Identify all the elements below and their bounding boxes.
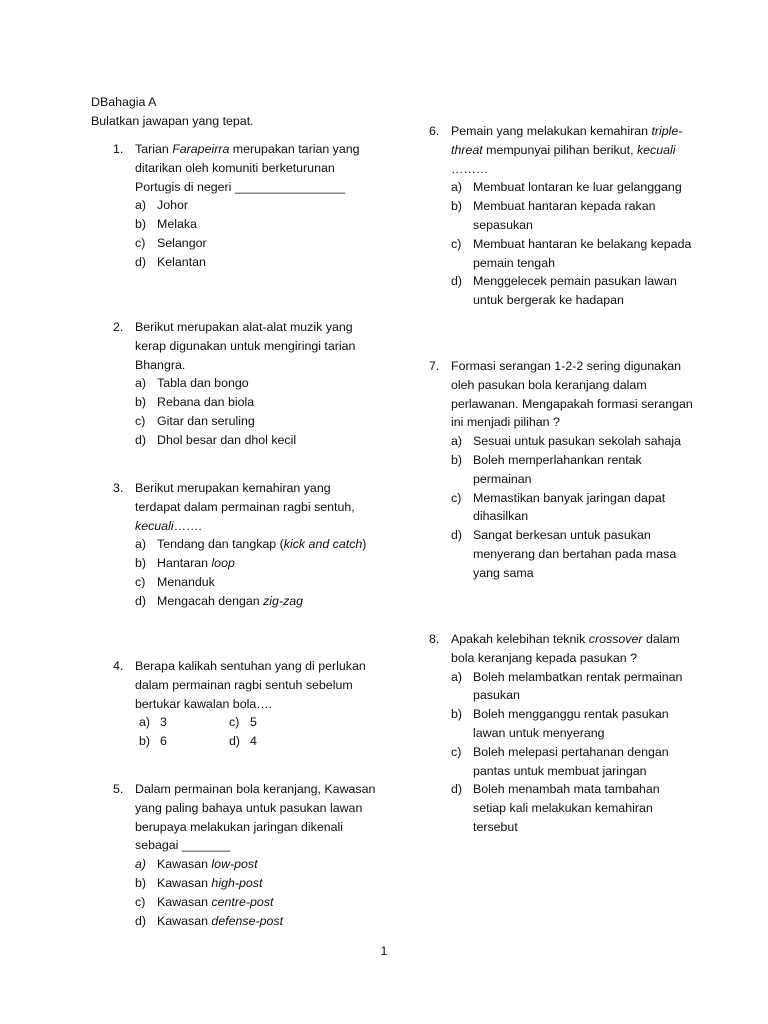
text-run: mempunyai pilihan berikut, [482,142,637,157]
option-letter: a) [451,669,463,684]
option-text [157,414,255,428]
option-letter: c) [229,715,240,730]
question-number: 5. [113,782,124,796]
option-letter: a) [135,198,147,213]
text-run: Apakah kelebihan teknik [451,632,589,646]
text-run: Tendang dan tangkap ( [157,537,284,552]
option-letter: c) [451,490,462,505]
section-title: DBahagia A [91,95,157,109]
question-2 [113,318,378,450]
text-run: Boleh memperlahankan rentak permainan [473,452,642,486]
option-c[interactable] [429,743,694,781]
option-letter: a) [451,434,463,449]
option-d[interactable] [429,780,694,836]
option-a[interactable] [113,855,378,874]
option-text [157,376,249,390]
option-text [157,236,207,250]
question-text [451,359,693,429]
italic-text: kecuali [135,518,174,533]
text-run: ……… [451,161,489,176]
text-run: Sesuai untuk pasukan sekolah sahaja [473,434,682,449]
text-run: Sangat berkesan untuk pasukan menyerang dan bertahan pada masa yang sama [473,528,677,580]
text-run: Membuat hantaran kepada rakan sepasukan [473,199,656,232]
option-b[interactable] [135,732,225,751]
option-text [157,395,254,409]
options-row [135,713,378,732]
question-text [135,320,355,372]
option-letter: c) [451,744,462,759]
question-stem [429,122,694,178]
text-run: merupakan tarian yang ditarikan oleh komuniti berketurunan Portugis di negeri ________________ [135,142,360,194]
italic-text: low-post [211,857,258,872]
option-letter: d) [229,734,241,749]
option-letter: c) [135,574,146,589]
text-run: Rebana dan biola [157,395,255,410]
option-letter: c) [135,235,146,250]
option-text [157,895,273,909]
text-run: Berikut merupakan alat-alat muzik yang kerap digunakan untuk mengiringi tarian Bhangra. [135,320,356,372]
option-d[interactable] [429,272,694,310]
option-text [473,782,660,834]
option-c[interactable] [225,713,315,732]
italic-text: zig-zag [263,593,304,608]
text-run: Menanduk [157,574,215,589]
option-a[interactable] [429,432,694,451]
option-b[interactable] [113,554,378,573]
question-8 [429,630,694,837]
option-text [473,180,682,194]
option-text [473,237,691,270]
question-text [135,782,375,852]
question-4 [113,657,378,751]
option-letter: d) [451,528,463,543]
options-list [113,374,378,449]
option-letter: c) [135,894,146,909]
option-text [157,556,235,570]
option-text [157,575,215,589]
text-run: Formasi serangan 1-2-2 sering digunakan oleh pasukan bola keranjang dalam perlawanan. Mengapakah formasi serangan ini menjadi pilihan ? [451,359,693,430]
option-a[interactable] [429,178,694,197]
option-letter: d) [135,254,147,269]
option-c[interactable] [113,893,378,912]
text-run: Berikut merupakan kemahiran yang terdapat dalam permainan ragbi sentuh, [135,481,355,514]
option-b[interactable] [429,705,694,743]
text-run: Membuat hantaran ke belakang kepada pemain tengah [473,236,692,270]
option-a[interactable] [113,196,378,215]
option-text [473,274,677,307]
option-text [157,217,197,231]
question-text [451,124,682,176]
option-text [473,434,681,448]
italic-text: loop [211,556,235,571]
text-run: Tabla dan bongo [157,376,249,391]
question-text [135,659,366,711]
text-run: Tarian [135,142,173,156]
question-1 [113,140,378,272]
option-b[interactable] [113,215,378,234]
option-d[interactable] [113,912,378,931]
page-number: 1 [380,944,388,958]
option-d[interactable] [429,526,694,582]
option-letter: a) [139,715,151,730]
question-number: 3. [113,481,124,495]
option-letter: d) [451,782,463,797]
text-run: Kelantan [157,254,206,269]
option-c[interactable] [113,412,378,431]
option-letter: d) [135,593,147,608]
italic-text: Farapeirra [172,142,230,156]
question-text [135,481,355,533]
options-grid [113,713,378,751]
option-c[interactable] [113,573,378,592]
text-run: Menggelecek pemain pasukan lawan untuk bergerak ke hadapan [473,274,677,308]
option-text [473,745,669,778]
option-text [473,528,676,580]
option-a[interactable] [135,713,225,732]
question-stem [429,630,694,668]
option-letter: b) [139,734,151,749]
options-row [135,732,378,751]
text-run: Hantaran [157,556,212,571]
option-c[interactable] [429,235,694,273]
text-run: Johor [157,198,188,213]
option-letter: b) [135,875,147,890]
option-d[interactable] [113,431,378,450]
question-stem [113,140,378,196]
text-run: Mengacah dengan [157,593,264,608]
option-letter: a) [135,376,147,391]
option-text [157,255,206,269]
option-letter: c) [451,236,462,251]
question-6 [429,122,694,310]
options-list [429,668,694,837]
question-stem [113,780,378,855]
question-5 [113,780,378,930]
option-d[interactable] [225,732,315,751]
option-c[interactable] [429,489,694,527]
option-letter: b) [451,199,463,214]
question-number: 4. [113,659,124,673]
option-d[interactable] [113,592,378,611]
question-number: 2. [113,320,124,334]
option-text [157,537,366,551]
text-run: Kawasan [157,894,212,909]
option-letter: a) [451,180,463,195]
text-run: ……. [173,518,202,533]
text-run: Pemain yang melakukan kemahiran [451,124,652,138]
option-letter: c) [135,413,146,428]
italic-text: kecuali [636,142,676,157]
question-text [451,632,680,665]
option-text [157,857,258,871]
option-value: 4 [250,734,257,749]
question-stem [113,479,378,535]
option-text [473,199,656,232]
options-list [429,178,694,310]
option-text [157,876,262,890]
text-run: Kawasan [157,857,212,872]
question-number: 8. [429,632,440,646]
option-text [157,914,283,928]
option-letter: d) [135,913,147,928]
option-text [473,707,669,740]
text-run: Memastikan banyak jaringan dapat dihasilkan [473,490,666,524]
text-run: Boleh mengganggu rentak pasukan lawan untuk menyerang [473,707,669,740]
option-text [157,433,296,447]
option-letter: a) [135,537,147,552]
options-list [113,855,378,930]
question-stem [113,657,378,713]
italic-text: defense-post [211,913,284,928]
italic-text: triple-threat [451,124,683,157]
question-number: 1. [113,142,124,156]
italic-text: centre-post [211,894,274,909]
question-stem [429,357,694,432]
question-3 [113,479,378,611]
question-text [135,142,360,194]
question-stem [113,318,378,374]
text-run: Gitar dan seruling [157,413,255,428]
option-value: 6 [160,734,167,749]
option-b[interactable] [429,197,694,235]
option-a[interactable] [113,535,378,554]
option-letter: d) [135,432,147,447]
question-number: 6. [429,124,440,138]
options-list [429,432,694,582]
option-value: 3 [160,715,167,730]
option-a[interactable] [113,374,378,393]
option-d[interactable] [113,253,378,272]
italic-text: kick and catch [283,537,363,552]
text-run: Melaka [157,217,197,232]
text-run: Berapa kalikah sentuhan yang di perlukan dalam permainan ragbi sentuh sebelum bertukar kawalan bola…. [135,659,366,711]
text-run: Boleh melambatkan rentak permainan pasukan [473,669,683,703]
option-letter: b) [451,452,463,467]
text-run: Boleh melepasi pertahanan dengan pantas untuk membuat jaringan [473,744,669,778]
option-a[interactable] [429,668,694,706]
text-run: Kawasan [157,913,212,928]
option-b[interactable] [113,874,378,893]
text-run: Dhol besar dan dhol kecil [157,432,297,447]
text-run: Kawasan [157,875,212,890]
option-b[interactable] [429,451,694,489]
text-run: Dalam permainan bola keranjang, Kawasan yang paling bahaya untuk pasukan lawan berupaya melakukan jaringan dikenali sebagai _______ [135,782,376,853]
text-run: Selangor [157,235,207,250]
options-list [113,535,378,610]
section-instruction: Bulatkan jawapan yang tepat. [91,113,254,128]
option-letter: b) [451,707,463,722]
option-letter: d) [451,274,463,289]
question-7 [429,357,694,583]
option-letter: a) [135,857,147,872]
question-number: 7. [429,359,440,373]
text-run: ) [362,537,367,552]
option-letter: b) [135,556,147,571]
option-text [473,453,642,486]
italic-text: crossover [588,632,643,646]
option-c[interactable] [113,234,378,253]
option-text [157,198,188,212]
option-text [473,670,682,703]
option-text [157,594,303,608]
section-header [91,93,254,131]
text-run: Boleh menambah mata tambahan setiap kali melakukan kemahiran tersebut [473,782,660,834]
option-b[interactable] [113,393,378,412]
option-letter: b) [135,217,147,232]
option-text [473,491,665,524]
text-run: Membuat lontaran ke luar gelanggang [473,180,682,195]
option-letter: b) [135,395,147,410]
italic-text: high-post [211,875,263,890]
option-value: 5 [250,715,257,730]
text-run: dalam bola keranjang kepada pasukan ? [451,632,680,665]
options-list [113,196,378,271]
